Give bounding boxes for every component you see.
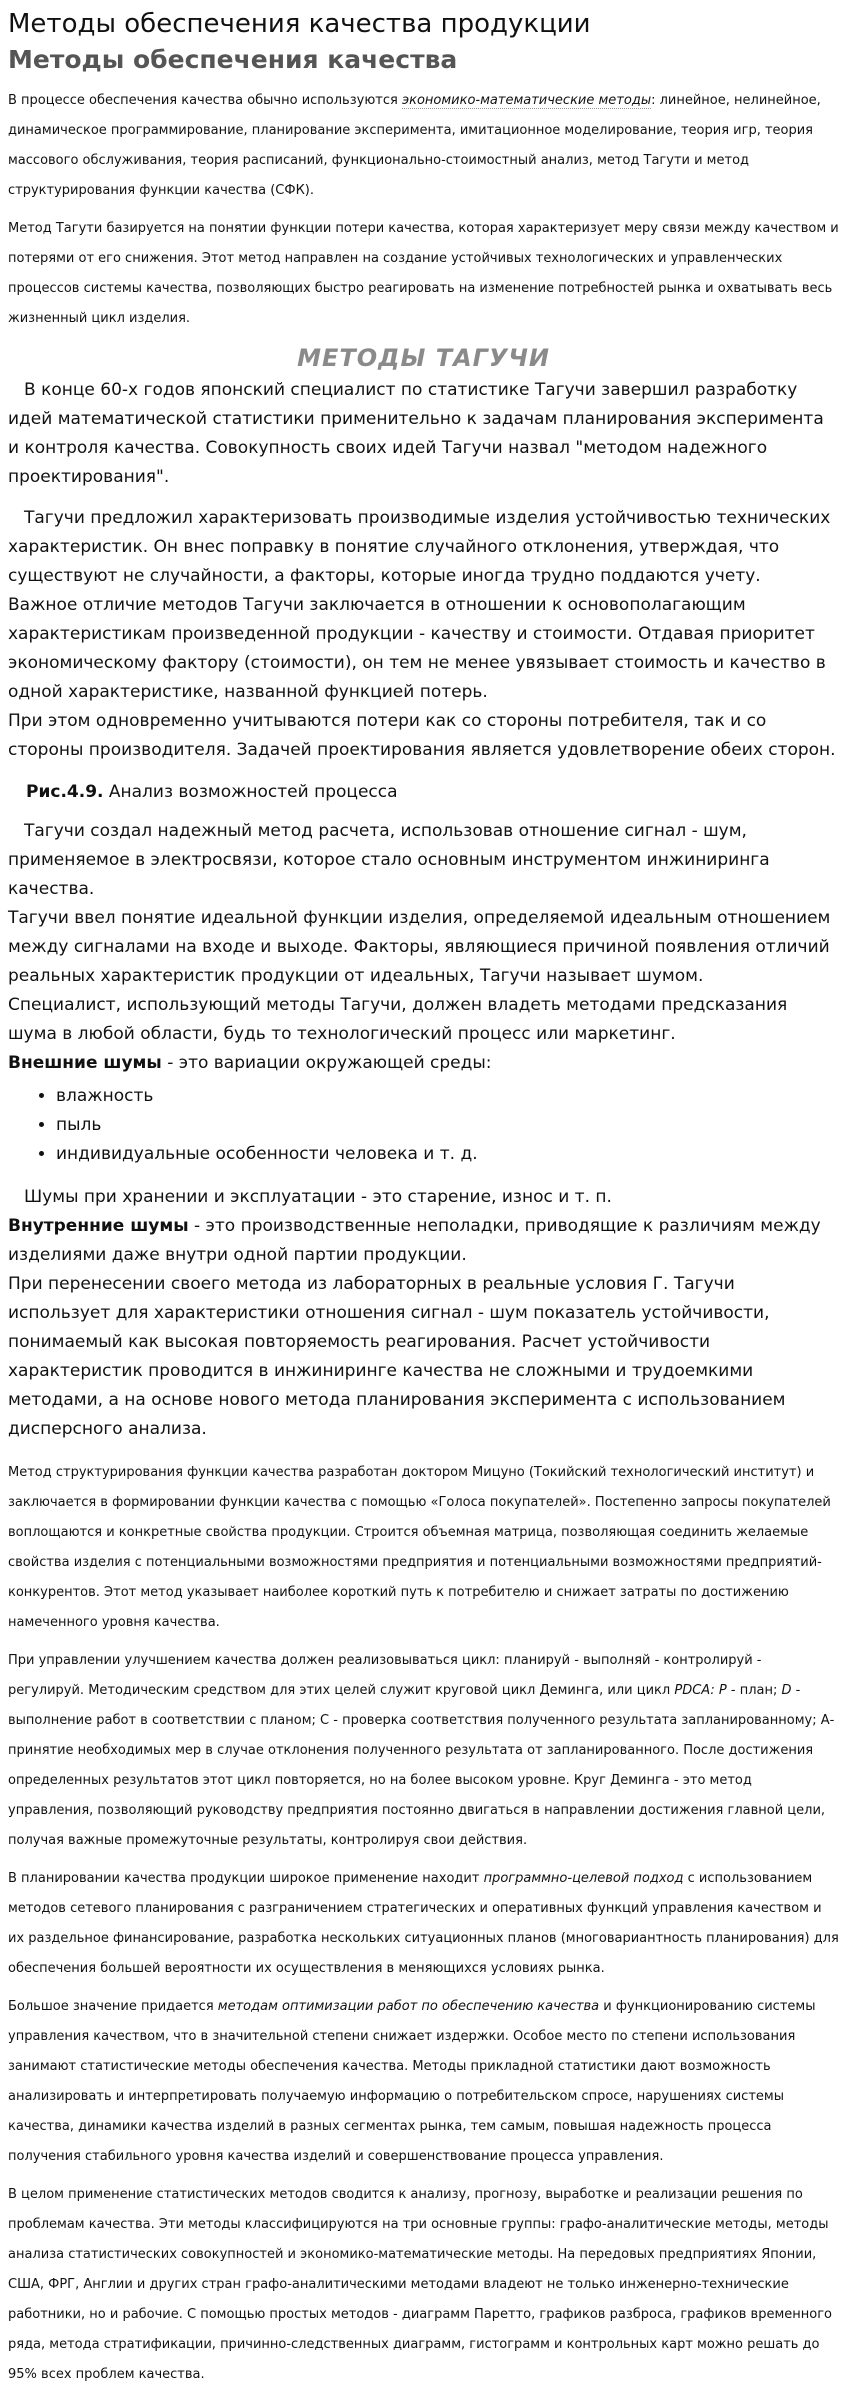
section-heading-taguchi: МЕТОДЫ ТАГУЧИ (297, 344, 550, 372)
taguchi-paragraph-3a: Тагучи создал надежный метод расчета, использовав отношение сигнал - шум, применяемое в электросвязи, которое стало основным инструментом инжиниринга качества. (8, 821, 770, 899)
figure-caption-text: Анализ возможностей процесса (103, 782, 398, 802)
intro-paragraph-1 (8, 86, 839, 206)
external-noise-term: Внешние шумы (8, 1053, 162, 1073)
taguchi-paragraph-2b: Важное отличие методов Тагучи заключается в отношении к основополагающим характеристикам произведенной продукции - качеству и стоимости. Отдавая приоритет экономическому фактору (стоимости), он тем не менее увязывает стоимость и качество в одной характеристике, названной функцией потерь. (8, 595, 826, 702)
list-item: • пыль (56, 1111, 839, 1140)
taguchi-paragraph-3c: Специалист, использующий методы Тагучи, должен владеть методами предсказания шума в любой области, будь то технологический процесс или маркетинг. (8, 995, 788, 1044)
statistics-paragraph: В целом применение статистических методов сводится к анализу, прогнозу, выработке и реализации решения по проблемам качества. Эти методы классифицируются на три основные группы: графо-аналитические методы, методы анализа статистических совокупностей и экономико-математические методы. На передовых предприятиях Японии, США, ФРГ, Англии и других стран графо-аналитическими методами владеют не только инженерно-технические работники, но и рабочие. С помощью простых методов - диаграмм Паретто, графиков разброса, графиков временного ряда, метода стратификации, причинно-следственных диаграмм, гистограмм и контрольных карт можно решать до 95% всех проблем качества. (8, 2187, 832, 2382)
taguchi-paragraph-2c: При этом одновременно учитываются потери как со стороны потребителя, так и со стороны производителя. Задачей проектирования является удовлетворение обеих сторон. (8, 711, 836, 760)
external-noise-text: - это вариации окружающей среды: (161, 1053, 492, 1073)
planning-paragraph (8, 1864, 839, 1984)
deming-text-b: - план; (726, 1683, 782, 1698)
emphasis-economic-methods: экономико-математические методы (401, 93, 652, 108)
intro-text-cont: : линейное, нелинейное, динамическое программирование, планирование эксперимента, имитационное моделирование, теория игр, теория массового обслуживания, теория расписаний, функционально-стоимостный анализ, метод Тагути и метод структурирования функции качества (СФК). (8, 93, 821, 198)
figure-label: Рис.4.9. (26, 782, 104, 802)
deming-text-c: - выполнение работ в соответствии с планом; С - проверка соответствия полученного результата запланированному; А-принятие необходимых мер в случае отклонения полученного результата от запланированного. После достижения определенных результатов этот цикл повторяется, но на более высоком уровне. Круг Деминга - это метод управления, позволяющий руководству предприятия постоянно двигаться в направлении достижения главной цели, получая важные промежуточные результаты, контролируя свои действия. (8, 1683, 835, 1848)
optimization-text-b: и функционированию системы управления качеством, что в значительной степени снижает издержки. Особое место по степени использования занимают статистические методы обеспечения качества. Методы прикладной статистики дают возможность анализировать и интерпретировать получаемую информацию о потребительском спросе, нарушениях системы качества, динамики качества изделий в разных сегментах рынка, тем самым, повышая надежность процесса получения стабильного уровня качества изделий и совершенствование процесса управления. (8, 1999, 816, 2164)
intro-paragraph-2: Метод Тагути базируется на понятии функции потери качества, которая характеризует меру связи между качеством и потерями от его снижения. Этот метод направлен на создание устойчивых технологических и управленческих процессов системы качества, позволяющих быстро реагировать на изменение потребностей рынка и охватывать весь жизненный цикл изделия. (8, 221, 839, 326)
optimization-paragraph (8, 1992, 839, 2172)
taguchi-paragraph-2a: Тагучи предложил характеризовать производимые изделия устойчивостью технических характеристик. Он внес поправку в понятие случайного отклонения, утверждая, что существуют не случайности, а факторы, которые иногда трудно поддаются учету. (8, 508, 831, 586)
deming-paragraph (8, 1646, 839, 1856)
page-subtitle: Методы обеспечения качества (8, 45, 458, 74)
list-item: • индивидуальные особенности человека и т. д. (56, 1140, 839, 1169)
taguchi-paragraph-3b: Тагучи ввел понятие идеальной функции изделия, определяемой идеальным отношением между сигналами на входе и выходе. Факторы, являющиеся причиной появления отличий реальных характеристик продукции от идеальных, Тагучи называет шумом. (8, 908, 831, 986)
figure-caption (26, 777, 839, 807)
optimization-text: Большое значение придается (8, 1999, 218, 2014)
internal-noise-text: - это производственные неполадки, приводящие к различиям между изделиями даже внутри одной партии продукции. (8, 1216, 821, 1265)
list-item: • влажность (56, 1082, 839, 1111)
taguchi-paragraph-4: Шумы при хранении и эксплуатации - это старение, износ и т. п. (24, 1187, 612, 1207)
noise-list (8, 1082, 839, 1169)
planning-text-b: с использованием методов сетевого планирования с разграничением стратегических и оперативных функций управления качеством и их раздельное финансирование, разработка нескольких ситуационных планов (многовариантность планирования) для обеспечения большей вероятности их осуществления в меняющихся условиях рынка. (8, 1871, 839, 1976)
emphasis-pdca: PDCA: Р (674, 1683, 727, 1698)
internal-noise-definition (8, 1212, 839, 1270)
planning-text: В планировании качества продукции широкое применение находит (8, 1871, 484, 1886)
deming-text: При управлении улучшением качества должен реализовываться цикл: планируй - выполняй - контролируй - регулируй. Методическим средством для этих целей служит круговой цикл Деминга, или цикл (8, 1653, 762, 1698)
emphasis-optimization: методам оптимизации работ по обеспечению качества (217, 1999, 600, 2014)
taguchi-paragraph-1: В конце 60-х годов японский специалист по статистике Тагучи завершил разработку идей математической статистики применительно к задачам планирования эксперимента и контроля качества. Совокупность своих идей Тагучи назвал "методом надежного проектирования". (8, 380, 824, 487)
external-noise-definition (8, 1049, 839, 1078)
page-title: Методы обеспечения качества продукции (8, 9, 591, 39)
qfd-paragraph: Метод структурирования функции качества разработан доктором Мицуно (Токийский технологический институт) и заключается в формировании функции качества с помощью «Голоса покупателей». Постепенно запросы покупателей воплощаются и конкретные свойства продукции. Строится объемная матрица, позволяющая соединить желаемые свойства изделия с потенциальными возможностями предприятия и потенциальными возможностями предприятий-конкурентов. Этот метод указывает наиболее короткий путь к потребителю и снижает затраты по достижению намеченного уровня качества. (8, 1465, 831, 1630)
emphasis-d: D (781, 1683, 792, 1698)
internal-noise-term: Внутренние шумы (8, 1216, 189, 1236)
taguchi-paragraph-5: При перенесении своего метода из лабораторных в реальные условия Г. Тагучи использует для характеристики отношения сигнал - шум показатель устойчивости, понимаемый как высокая повторяемость реагирования. Расчет устойчивости характеристик проводится в инжиниринге качества не сложными и трудоемкими методами, а на основе нового метода планирования эксперимента с использованием дисперсного анализа. (8, 1274, 786, 1439)
intro-text: В процессе обеспечения качества обычно используются (8, 93, 402, 108)
emphasis-program-approach: программно-целевой подход (483, 1871, 684, 1886)
